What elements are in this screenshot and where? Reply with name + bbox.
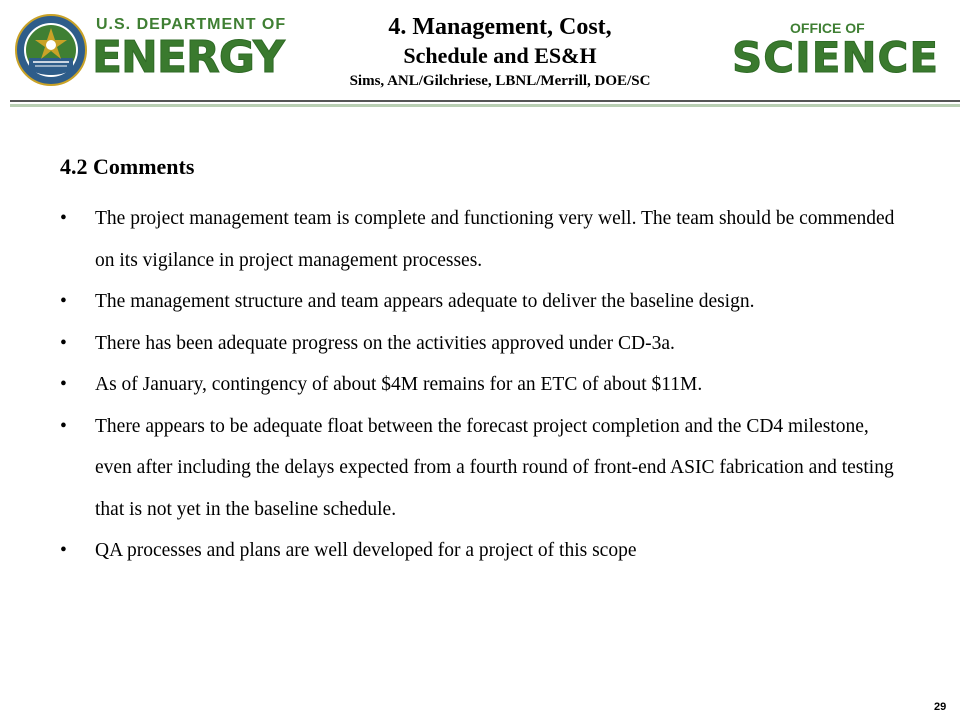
title-line-1: 4. Management, Cost,: [388, 14, 612, 40]
section-heading: 4.2 Comments: [60, 154, 195, 179]
list-item-text: There has been adequate progress on the activities approved under CD-3a.: [95, 332, 675, 354]
doe-title-energy: ENERGY: [92, 32, 284, 83]
doe-title-small: U.S. DEPARTMENT OF: [96, 16, 287, 33]
list-item: [60, 406, 910, 531]
list-item: [60, 530, 910, 572]
list-item-text: The project management team is complete and functioning very well. The team should be commended on its vigilance in project management processes.: [95, 208, 895, 271]
bullet-icon: •: [60, 374, 67, 395]
office-of-label: OFFICE OF: [790, 20, 865, 36]
list-item-text: QA processes and plans are well developed for a project of this scope: [95, 540, 637, 561]
list-item: [60, 198, 910, 281]
bullet-icon: •: [60, 332, 67, 354]
header-divider-accent: [10, 104, 960, 107]
page-number: 29: [934, 701, 947, 713]
bullet-icon: •: [60, 415, 67, 437]
list-item-text: The management structure and team appears adequate to deliver the baseline design.: [95, 291, 755, 312]
list-item-text: There appears to be adequate float between the forecast project completion and the CD4 milestone, even after including the delays expected from a fourth round of front-end ASIC fabrication and testing that is not yet in the baseline schedule.: [95, 415, 894, 520]
list-item: [60, 281, 910, 323]
bullet-icon: •: [60, 540, 67, 561]
slide-title: [300, 12, 700, 92]
presenters-line: Sims, ANL/Gilchriese, LBNL/Merrill, DOE/SC: [349, 73, 651, 89]
bullet-icon: •: [60, 208, 67, 229]
doe-seal-icon: [15, 14, 87, 86]
header-divider: [10, 100, 960, 102]
science-logo-text: SCIENCE: [732, 33, 940, 82]
list-item: [60, 323, 910, 365]
list-item-text: As of January, contingency of about $4M remains for an ETC of about $11M.: [95, 374, 703, 395]
title-line-2: Schedule and ES&H: [403, 43, 597, 68]
list-item: [60, 364, 910, 406]
comments-list: [60, 198, 910, 572]
bullet-icon: •: [60, 291, 67, 312]
